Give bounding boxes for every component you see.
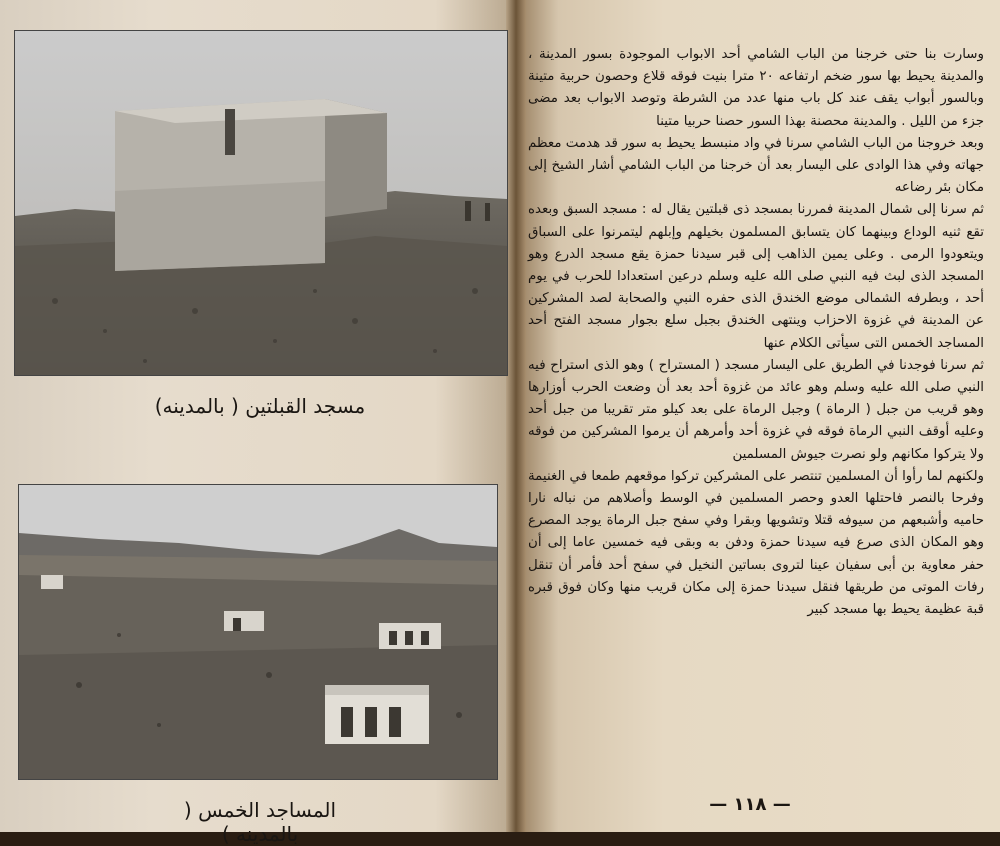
paragraph: وبعد خروجنا من الباب الشامي سرنا في واد منبسط يحيط به سور قد هدمت معظم جهاته وفي هذا الوادى على اليسار بعد أن خرجنا من الباب الشامي أشار الشيخ إلى مكان بئر رضاعه xyxy=(528,135,984,196)
paragraph: ثم سرنا إلى شمال المدينة فمررنا بمسجد ذى قبلتين يقال له : مسجد السبق وبعده تقع ثنيه الوداع وبينهما كان يتسابق المسلمون بخيلهم وإبلهم ليتمرنوا على السباق ويتعودوا الرمى . وعلى يمين الذاهب إلى قبر سيدنا حمزة يقع مسجد الدرع وهو المسجد الذى لبث فيه النبي صلى الله عليه وسلم درعين استعدادا للحرب في يوم أحد ، وبطرفه الشمالى موضع الخندق الذى حفره النبي والصحابة لصد المشركين عن المدينة في غزوة الاحزاب وينتهى الخندق بجبل سلع بجوار مسجد الفتح أحد المساجد الخمس التى سيأتى الكلام عنها xyxy=(528,202,984,351)
photo-caption-qiblatayn: مسجد القبلتين ( بالمدينه) xyxy=(154,394,366,418)
page-number: — ١١٨ — xyxy=(709,794,791,815)
book-gutter xyxy=(506,0,526,832)
photo-masjid-qiblatayn-image xyxy=(15,31,507,375)
photo-five-mosques-image xyxy=(19,485,497,779)
paragraph: ولكنهم لما رأوا أن المسلمين تنتصر على المشركين تركوا موقعهم طمعا في الغنيمة وفرحا بالنصر فاحتلها العدو وحصر المسلمين في الوسط وأصلاهم من نباله نارا حاميه وأشبعهم من سيوفه قتلا وتشويها وبقرا وفي سفح جبل الرماة يوجد المصرع وهو المكان الذى صرع فيه سيدنا حمزة ودفن به وبقى فيه خمسين عاما إلى أن حفر معاوية بن أبى سفيان عينا لتروى بساتين النخيل في سفح أحد فأمر أن تنقل رفات الموتى من طريقها فنقل سيدنا حمزة إلى مكان قريب منها وكان فوق قبره قبة عظيمة يحيط بها مسجد كبير xyxy=(528,468,984,618)
paragraph: ثم سرنا فوجدنا في الطريق على اليسار مسجد ( المستراح ) وهو الذى استراح فيه النبي صلى الله عليه وسلم وهو عائد من غزوة أحد بعد أن وضعت الحرب أوزارها وهو قريب من جبل ( الرماة ) وجبل الرماة على بعد كيلو متر تقريبا من جبل أحد وعليه أوقف النبي الرماة فوقه في غزوة أحد وأمرهم أن يرموا المشركين من فوقه ولا يتركوا مكانهم ولو نصرت جيوش المسلمين xyxy=(528,357,984,462)
photo-caption-five-mosques: المساجد الخمس ( بالمدينه ) xyxy=(183,798,337,846)
paragraph: وسارت بنا حتى خرجنا من الباب الشامي أحد الابواب الموجودة بسور المدينة ، والمدينة يحيط بها سور ضخم ارتفاعه ٢٠ مترا بنيت فوقه قلاع وحصون حربية متينة وبالسور أبواب يقف عند كل باب منها عدد من الشرطة وتوصد الابواب بعد مضى جزء من الليل . والمدينة محصنة بهذا السور حصنا حربيا متينا xyxy=(528,47,984,129)
article-body xyxy=(528,44,984,621)
photo-masjid-qiblatayn xyxy=(14,30,508,376)
photo-five-mosques xyxy=(18,484,498,780)
